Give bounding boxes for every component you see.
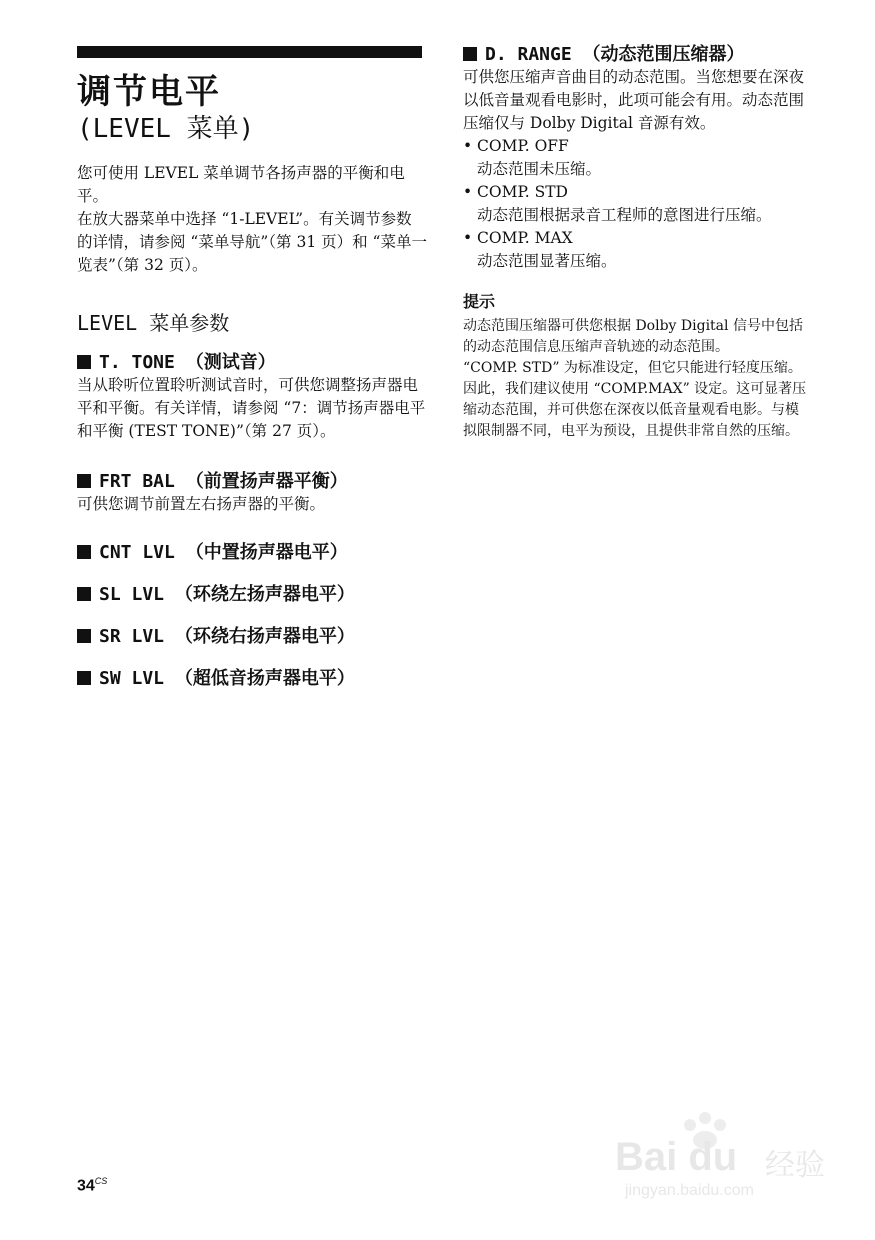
param-heading: T. TONE （测试音） xyxy=(77,352,427,374)
square-bullet-icon xyxy=(77,671,91,685)
param-item-sr-lvl xyxy=(77,626,427,648)
option-comp-max: • COMP. MAX 动态范围显著压缩。 xyxy=(463,229,617,270)
left-column xyxy=(77,162,427,708)
param-heading: FRT BAL （前置扬声器平衡） xyxy=(77,471,427,493)
watermark-url: jingyan.baidu.com xyxy=(625,1182,754,1199)
param-item-cnt-lvl xyxy=(77,542,427,564)
param-item-t-tone xyxy=(77,352,427,443)
param-item-sw-lvl xyxy=(77,668,427,690)
tip-text-2: “COMP. STD” 为标准设定，但它只能进行轻度压缩。因此，我们建议使用 “COMP.MAX” 设定。这可显著压缩动态范围，并可供您在深夜以低音量观看电影。与模拟限制器不同，电平为预设，且提供非常自然的压缩。 xyxy=(463,360,807,439)
drange-options xyxy=(463,135,808,273)
tip-text-1: 动态范围压缩器可供您根据 Dolby Digital 信号中包括的动态范围信息压缩声音轨迹的动态范围。 xyxy=(463,318,803,355)
param-item-frt-bal xyxy=(77,471,427,516)
page-number: $34^{CS}$ xyxy=(77,1176,108,1195)
header-rule xyxy=(77,46,422,58)
param-item-sl-lvl xyxy=(77,584,427,606)
watermark-brand: Bai du xyxy=(615,1135,738,1179)
square-bullet-icon xyxy=(77,355,91,369)
param-heading: CNT LVL （中置扬声器电平） xyxy=(77,542,427,564)
param-desc: 可供您调节前置左右扬声器的平衡。 xyxy=(77,495,326,513)
param-heading: SW LVL （超低音扬声器电平） xyxy=(77,668,427,690)
intro-paragraph-2: 在放大器菜单中选择 “1-LEVEL”。有关调节参数的详情，请参阅 “菜单导航”（第 31 页）和 “菜单一览表”（第 32 页）。 xyxy=(77,210,427,274)
page-subtitle: (LEVEL 菜单) xyxy=(77,114,255,144)
baidu-watermark xyxy=(615,1110,825,1210)
param-heading: SL LVL （环绕左扬声器电平） xyxy=(77,584,427,606)
section-heading: LEVEL 菜单参数 xyxy=(77,311,230,335)
option-comp-off: • COMP. OFF 动态范围未压缩。 xyxy=(463,137,602,178)
intro-paragraph-1: 您可使用 LEVEL 菜单调节各扬声器的平衡和电平。 xyxy=(77,164,405,205)
square-bullet-icon xyxy=(77,545,91,559)
drange-desc: 可供您压缩声音曲目的动态范围。当您想要在深夜以低音量观看电影时，此项可能会有用。动态范围压缩仅与 Dolby Digital 音源有效。 xyxy=(463,68,805,132)
right-column xyxy=(463,44,808,442)
page-title: 调节电平 xyxy=(77,72,221,112)
square-bullet-icon xyxy=(77,587,91,601)
square-bullet-icon xyxy=(463,47,477,61)
watermark-label: 经验 xyxy=(765,1148,825,1183)
square-bullet-icon xyxy=(77,474,91,488)
square-bullet-icon xyxy=(77,629,91,643)
param-heading: SR LVL （环绕右扬声器电平） xyxy=(77,626,427,648)
drange-heading: D. RANGE （动态范围压缩器） xyxy=(463,44,808,66)
option-comp-std: • COMP. STD 动态范围根据录音工程师的意图进行压缩。 xyxy=(463,183,772,224)
param-desc: 当从聆听位置聆听测试音时，可供您调整扬声器电平和平衡。有关详情，请参阅 “7：调节扬声器电平和平衡 (TEST TONE)”（第 27 页）。 xyxy=(77,376,426,440)
tip-heading: 提示 xyxy=(463,292,496,311)
